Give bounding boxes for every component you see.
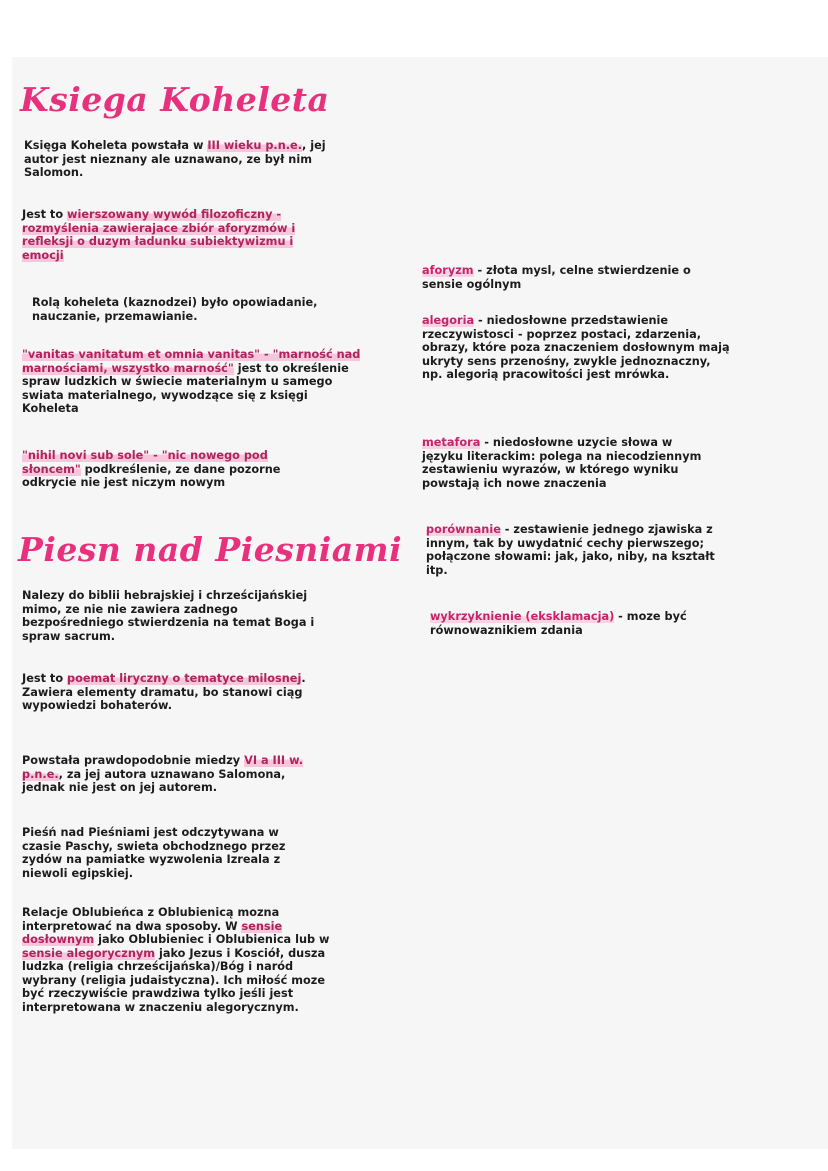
- koheleta-genre: Jest to wierszowany wywód filozoficzny - rozmyślenia zawierajace zbiór aforyzmów i refleksji o duzym ładunku subiektywizmu i emocji: [22, 208, 296, 262]
- piesn-pascha: Pieśń nad Pieśniami jest odczytywana w czasie Paschy, swieta obchodznego przez zydów na pamiatke wyzwolenia Izreala z niewoli egipskiej.: [22, 826, 286, 880]
- term-metafora: metafora - niedosłowne uzycie słowa w języku literackim: polega na niecodziennym zestawieniu wyrazów, w którego wyniku powstają ich nowe znaczenia: [422, 436, 702, 490]
- koheleta-role: Rolą koheleta (kaznodzei) było opowiadanie, nauczanie, przemawianie.: [32, 296, 318, 323]
- koheleta-intro: Księga Koheleta powstała w III wieku p.n.e., jej autor jest nieznany ale uznawano, ze był nim Salomon.: [24, 139, 326, 179]
- piesn-bible: Nalezy do biblii hebrajskiej i chrześcijańskiej mimo, ze nie nie zawiera zadnego bezpośredniego stwierdzenia na temat Boga i spraw sacrum.: [22, 589, 315, 643]
- koheleta-title: Ksiega Koheleta: [20, 80, 330, 119]
- piesn-title: Piesn nad Piesniami: [18, 530, 403, 569]
- piesn-date: Powstała prawdopodobnie miedzy VI a III w. p.n.e., za jej autora uznawano Salomona, jednak nie jest on jej autorem.: [22, 754, 304, 794]
- term-wykrzyknienie: wykrzyknienie (eksklamacja) - moze być równowaznikiem zdania: [430, 610, 687, 637]
- term-porownanie: porównanie - zestawienie jednego zjawiska z innym, tak by uwydatnić cechy pierwszego; połączone słowami: jak, jako, niby, na kształt itp.: [426, 523, 715, 577]
- koheleta-nihil: "nihil novi sub sole" - "nic nowego pod słoncem" podkreślenie, ze dane pozorne odkrycie nie jest niczym nowym: [22, 449, 281, 489]
- term-aforyzm: aforyzm - złota mysl, celne stwierdzenie o sensie ogólnym: [422, 264, 691, 291]
- term-alegoria: alegoria - niedosłowne przedstawienie rzeczywistosci - poprzez postaci, zdarzenia, obrazy, które poza znaczeniem dosłownym mają ukryty sens przenośny, zwykle jednoznaczny, np. alegorią pracowitości jest mrówka.: [422, 314, 730, 381]
- piesn-genre: Jest to poemat liryczny o tematyce milosnej. Zawiera elementy dramatu, bo stanowi ciąg wypowiedzi bohaterów.: [22, 672, 306, 712]
- koheleta-vanitas: "vanitas vanitatum et omnia vanitas" - "marność nad marnościami, wszystko marność" jest to określenie spraw ludzkich w świecie materialnym u samego swiata materialnego, wywodzące się z księgi Koheleta: [22, 348, 361, 415]
- piesn-relations: Relacje Oblubieńca z Oblubienicą mozna interpretować na dwa sposoby. W sensie dosłownym jako Oblubieniec i Oblubienica lub w sensie alegorycznym jako Jezus i Kosciół, dusza ludzka (religia chrześcijańska)/Bóg i naród wybrany (religia judaistyczna). Ich miłość moze być rzeczywiście prawdziwa tylko jeśli jest interpretowana w znaczeniu alegorycznym.: [22, 906, 330, 1014]
